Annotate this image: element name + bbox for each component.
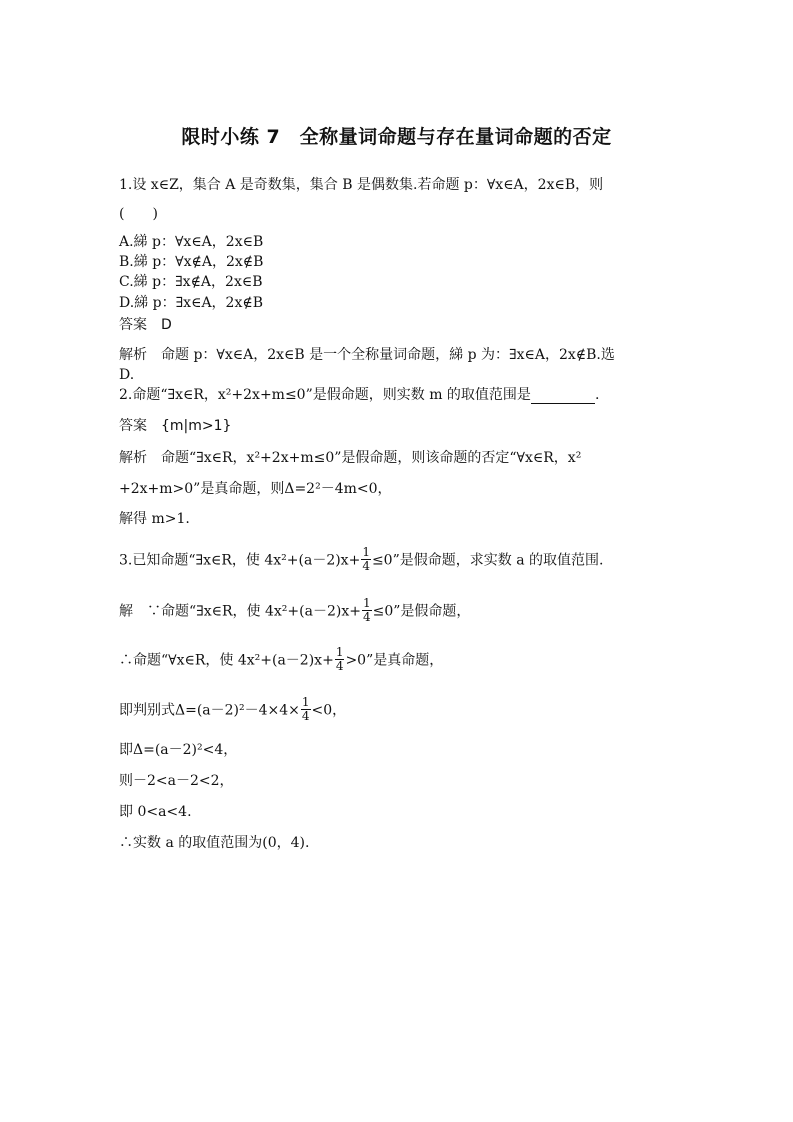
q1-explanation-line1: 解析 命题 p：∀x∈A，2x∈B 是一个全称量词命题，綈 p 为：∃x∈A，2x∉B.选	[119, 347, 615, 363]
fraction-denominator: 4	[362, 559, 370, 573]
q1-paren: ( )	[119, 206, 158, 222]
q1-option-a: A.綈 p：∀x∈A，2x∈B	[119, 234, 264, 250]
q1-explanation-line2: D.	[119, 367, 135, 383]
q2-stem	[119, 386, 599, 404]
q3-solution-line4: 即Δ=(a－2)²<4，	[119, 742, 238, 758]
q1-option-d: D.綈 p：∃x∈A，2x∉B	[119, 295, 264, 311]
q3-stem-text: 3.已知命题“∃x∈R，使 4x²+(a－2)x+	[119, 552, 361, 569]
q3-solution-line5: 则－2<a－2<2，	[119, 773, 234, 789]
q3-solution-line6: 即 0<a<4.	[119, 804, 192, 820]
q2-explanation-line2: +2x+m>0”是真命题，则Δ=2²－4m<0，	[119, 481, 392, 497]
fraction-denominator: 4	[301, 709, 310, 723]
fraction-one-quarter	[301, 696, 311, 723]
fraction-numerator: 1	[335, 645, 344, 659]
q2-answer: 答案 {m|m>1}	[119, 418, 232, 434]
fraction-one-quarter	[335, 646, 345, 673]
solution-text: 解 ∵命题“∃x∈R，使 4x²+(a－2)x+	[119, 603, 361, 620]
fraction-denominator: 4	[362, 610, 371, 624]
fraction-one-quarter	[362, 597, 372, 624]
q1-option-c: C.綈 p：∃x∉A，2x∈B	[119, 274, 263, 290]
q2-stem-end: .	[594, 387, 600, 403]
fraction-numerator: 1	[362, 545, 370, 559]
q3-solution-line7: ∴实数 a 的取值范围为(0，4).	[119, 835, 310, 851]
fraction-one-quarter	[361, 546, 371, 573]
answer-blank	[531, 389, 595, 404]
q3-solution-line1	[119, 598, 470, 625]
solution-text-end: >0”是真命题，	[345, 652, 444, 669]
q3-solution-line2	[119, 647, 443, 674]
q1-answer: 答案 D	[119, 317, 172, 333]
fraction-numerator: 1	[362, 596, 371, 610]
fraction-numerator: 1	[301, 695, 310, 709]
q2-explanation-line1: 解析 命题“∃x∈R，x²+2x+m≤0”是假命题，则该命题的否定“∀x∈R，x²	[119, 450, 582, 466]
q2-stem-text: 2.命题“∃x∈R，x²+2x+m≤0”是假命题，则实数 m 的取值范围是	[119, 387, 531, 403]
q1-option-b: B.綈 p：∀x∉A，2x∉B	[119, 254, 264, 270]
page-title: 限时小练 7 全称量词命题与存在量词命题的否定	[181, 126, 612, 148]
q3-solution-line3	[119, 697, 346, 724]
fraction-denominator: 4	[335, 659, 344, 673]
solution-text: 即判别式Δ=(a－2)²－4×4×	[119, 702, 300, 719]
q2-explanation-line3: 解得 m>1.	[119, 511, 190, 527]
q3-stem-end: ≤0”是假命题，求实数 a 的取值范围.	[371, 552, 604, 569]
solution-text-end: ≤0”是假命题，	[372, 603, 471, 620]
q1-stem: 1.设 x∈Z，集合 A 是奇数集，集合 B 是偶数集.若命题 p：∀x∈A，2x∈B，则	[119, 177, 604, 193]
solution-text-end: <0，	[311, 702, 347, 719]
solution-text: ∴命题“∀x∈R，使 4x²+(a－2)x+	[119, 652, 334, 669]
q3-stem	[119, 547, 603, 574]
